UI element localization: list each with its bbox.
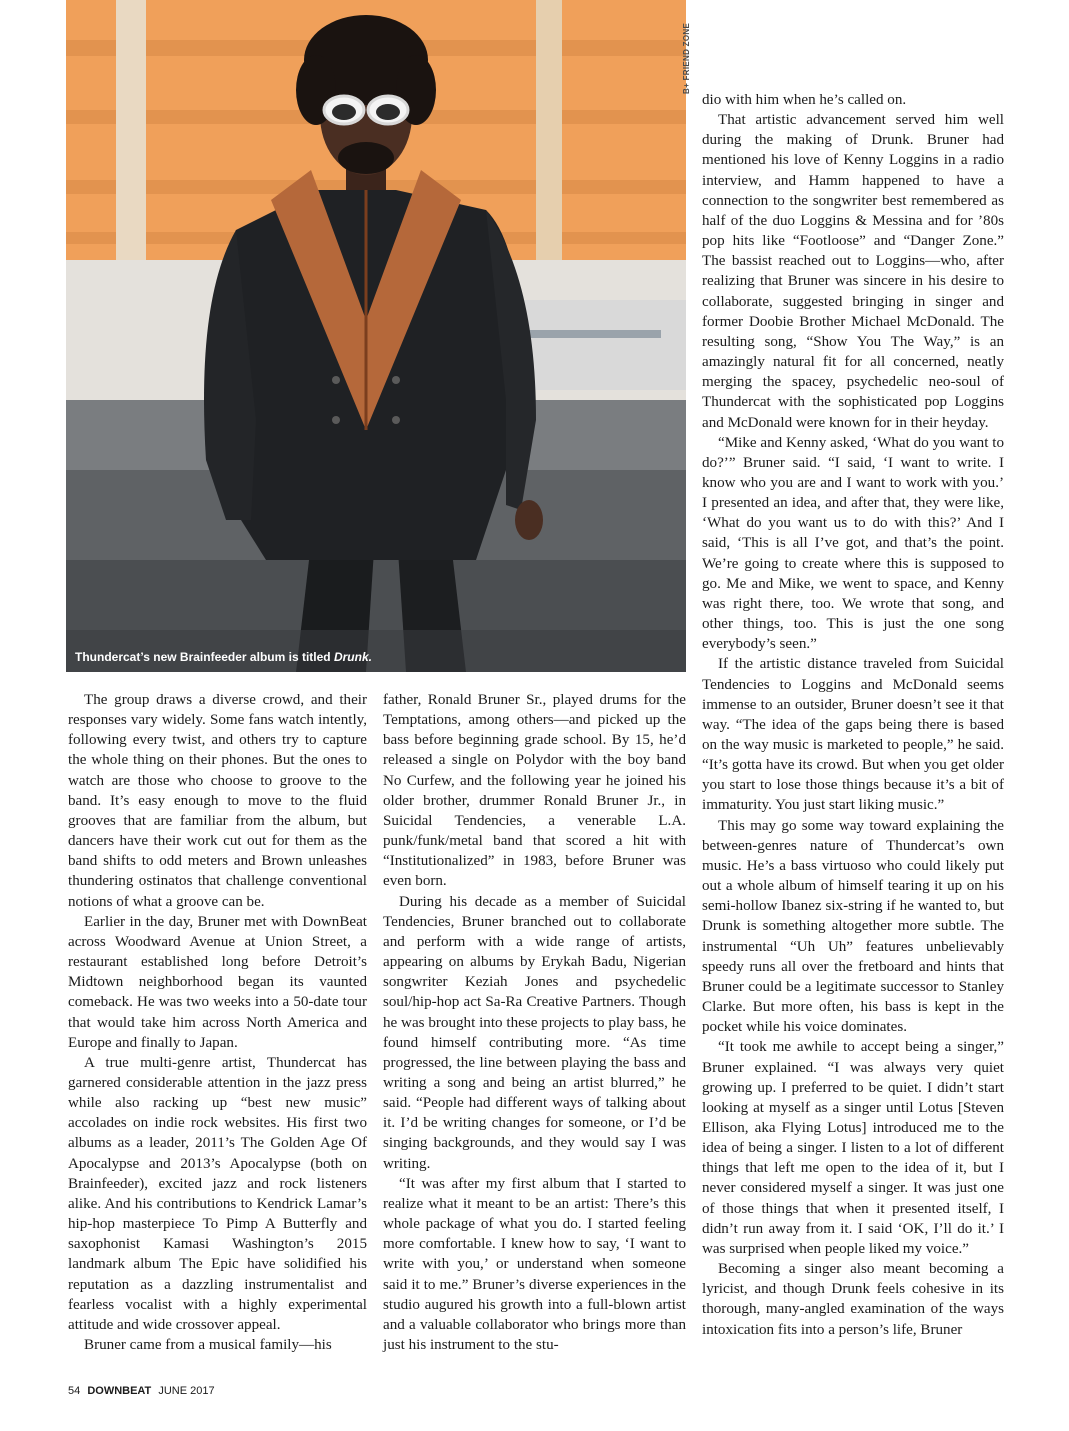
paragraph: Earlier in the day, Bruner met with DownBeat across Woodward Avenue at Union Street, a restaurant established long before Detroit’s Midtown neighborhood began its vaunted comeback. He was two weeks into a 50-date tour that would take him across North America and Europe and finally to Japan.	[68, 913, 367, 1051]
article-column-3	[702, 90, 1004, 1340]
paragraph: “It was after my first album that I started to realize what it meant to be an artist: There’s this whole package of what you do. I started feeling more comfortable. I knew how to say, ‘I want to write with you,’ or understand when someone said it to me.” Bruner’s diverse experiences in the studio augured his growth into a full-blown artist and a valuable collaborator who brings more than just his instrument to the stu-	[383, 1175, 686, 1353]
page-footer	[68, 1385, 215, 1397]
article-column-1	[68, 690, 367, 1355]
caption-album-title: Drunk.	[333, 650, 372, 664]
paragraph: That artistic advancement served him well during the making of Drunk. Bruner had mentioned his love of Kenny Loggins in a radio interview, and Hamm happened to have a connection to the songwriter best remembered as half of the duo Loggins & Messina and for ’80s pop hits like “Footloose” and “Danger Zone.” The bassist reached out to Loggins—who, after realizing that Bruner was sincere in his desire to collaborate, suggested bringing in singer and former Doobie Brother Michael McDonald. The resulting song, “Show You The Way,” is an amazingly natural fit for all concerned, neatly merging the spacey, psychedelic neo-soul of Thundercat with the sophisticated pop Loggins and McDonald were known for in their heyday.	[702, 112, 1004, 431]
paragraph: “It took me awhile to accept being a singer,” Bruner explained. “I was always very quiet growing up. I preferred to be quiet. I didn’t start looking at myself as a singer until Lotus [Steven Ellison, aka Flying Lotus] introduced me to the idea of being a singer. I listen to a lot of different things that left me open to the idea of it, but I never considered myself a singer. It was just one of those things that when it presented itself, I didn’t run away from it. I said ‘OK, I’ll do it.’ I was surprised when people liked my voice.”	[702, 1039, 1004, 1257]
paragraph: “Mike and Kenny asked, ‘What do you want to do?’” Bruner said. “I said, ‘I want to write. I know who you are and I want to work with you.’ I presented an idea, and after that, they were like, ‘What do you want us to do with this?’ And I said, ‘This is all I’ve got, and that’s the point. We’re going to create where this is supposed to go. Me and Mike, we went to space, and Kenny was right there, too. We wrote that song, and other things, too. This is just the one song everybody’s seen.”	[702, 434, 1004, 653]
paragraph: The group draws a diverse crowd, and their responses vary widely. Some fans watch intently, following every twist, and others try to capture the whole thing on their phones. But the ones to watch are those who choose to groove to the band. It’s easy enough to move to the fluid grooves that are familiar from the album, but dancers have their work cut out for them as the band shifts to odd meters and Brown unleashes thundering ostinatos that challenge conventional notions of what a groove can be.	[68, 692, 367, 910]
photo-credit: B+ FRIEND ZONE	[682, 22, 691, 94]
paragraph: Becoming a singer also meant becoming a lyricist, and though Drunk feels cohesive in its thorough, many-angled examination of the ways intoxication fits into a person’s life, Bruner	[702, 1261, 1004, 1338]
paragraph: Bruner came from a musical family—his	[84, 1337, 332, 1353]
page-number: 54	[68, 1385, 81, 1397]
paragraph: father, Ronald Bruner Sr., played drums for the Temptations, among others—and picked up the bass before beginning grade school. By 15, he’d released a single on Polydor with the boy band No Curfew, and the following year he joined his older brother, drummer Ronald Bruner Jr., in Suicidal Tendencies, a venerable L.A. punk/funk/metal band that scored a hit with “Institutionalized” in 1983, before Bruner was even born.	[383, 692, 686, 890]
photo-caption	[75, 650, 475, 664]
caption-lead: Thundercat’s new Brainfeeder album is titled	[75, 650, 334, 664]
paragraph: This may go some way toward explaining the between-genres nature of Thundercat’s own music. He’s a bass virtuoso who could likely put out a whole album of himself tearing it up on his semi-hollow Ibanez six-string if he wanted to, but Drunk is something altogether more subtle. The instrumental “Uh Uh” features unbelievably speedy runs all over the fretboard and hints that Bruner could be a legitimate successor to Stanley Clarke. But more often, his bass is kept in the pocket while his voice dominates.	[702, 817, 1004, 1036]
article-column-2	[383, 690, 686, 1355]
paragraph: dio with him when he’s called on.	[702, 92, 907, 108]
paragraph: If the artistic distance traveled from Suicidal Tendencies to Loggins and McDonald seems immense to an outsider, Bruner doesn’t see it that way. “The idea of the gaps being there is based on the way music is marketed to people,” he said. “It’s gotta have its crowd. But when you get older you start to lose those things because it’s a bit of immaturity. You just start liking music.”	[702, 656, 1004, 814]
paragraph: During his decade as a member of Suicidal Tendencies, Bruner branched out to collaborate and perform with a wide range of artists, appearing on albums by Erykah Badu, Nigerian songwriter Keziah Jones and psychedelic soul/hip-hop act Sa-Ra Creative Partners. Though he was brought into these projects to play bass, he found himself contributing more. “As time progressed, the line between playing the bass and writing a song and being an artist blurred,” he said. “People had different ways of talking about it. I’d be writing changes for someone, or I’d be singing backgrounds, and they would say I was writing.	[383, 893, 686, 1172]
magazine-name: DOWNBEAT	[87, 1385, 152, 1397]
feature-photo	[66, 0, 686, 672]
photo-illustration	[66, 0, 686, 672]
issue-date: JUNE 2017	[158, 1385, 215, 1397]
paragraph: A true multi-genre artist, Thundercat has garnered considerable attention in the jazz press while also racking up “best new music” accolades on indie rock websites. His first two albums as a leader, 2011’s The Golden Age Of Apocalypse and 2013’s Apocalypse (both on Brainfeeder), excited jazz and rock listeners alike. And his contributions to Kendrick Lamar’s hip-hop masterpiece To Pimp A Butterfly and saxophonist Kamasi Washington’s 2015 landmark album The Epic have solidified his reputation as a dazzling instrumentalist and fearless vocalist with a highly experimental attitude and wide crossover appeal.	[68, 1054, 367, 1333]
